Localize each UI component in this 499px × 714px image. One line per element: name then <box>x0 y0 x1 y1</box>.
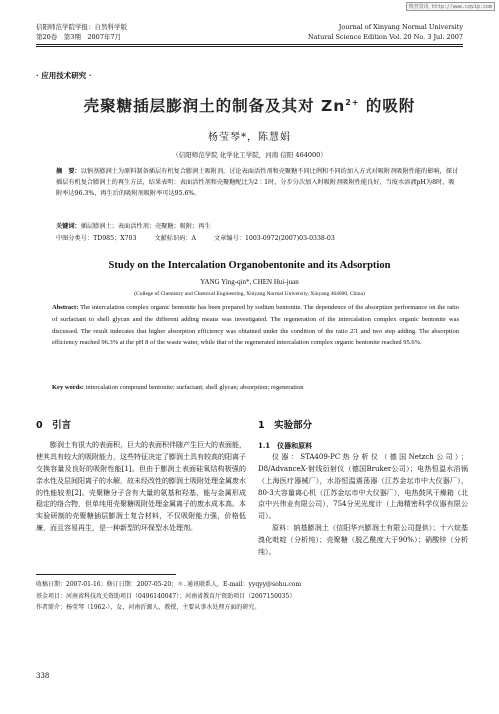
instruments-subheading: 1.1 仪器和原料 <box>258 440 313 450</box>
keywords-cn <box>56 221 459 232</box>
abstract-cn-text: 以钠基膨润土为原料制备插层有机复合膨润土吸附剂，讨论表面活性剂和壳聚糖不同比例和不同的加入方式对吸附剂吸附性能的影响，探讨插层有机复合膨润土的再生方法，结果表明：表面活性剂和壳聚糖配比为2∶1时，分步分次加入时吸附剂吸附性能良好，当废水溶液pH为8时，吸附率达96.3%，再生后的吸附剂吸附率可达95.6%。 <box>56 168 459 197</box>
materials-text: 原料：钠基膨润土（信阳华兴膨润土有限公司提供）；十六烷基溴化吡啶（分析纯）；壳聚糖（脱乙酰度大于90%）；硝酸锌（分析纯）。 <box>258 524 468 557</box>
footnote-rule <box>36 574 176 575</box>
experiment-heading: 1 实验部分 <box>258 420 313 431</box>
affiliation: （信阳师范学院 化学化工学院，河南 信阳 464000） <box>172 151 327 159</box>
english-abstract <box>52 302 459 349</box>
keywords-cn-label: 关键词： <box>56 223 81 230</box>
article-number: 文章编号：1003-0972(2007)03-0338-03 <box>214 235 335 242</box>
journal-name-en: Journal of Xinyang Normal University <box>338 23 463 31</box>
introduction-text: 膨润土有很大的表面积，巨大的表面积伴随产生巨大的表面能，使其具有较大的吸附能力，这些特征决定了膨润土具有较高的阳离子交换容量及良好的吸附性能[1]。但由于膨润土表面硅氧结构极强的亲水性及层间阳离子的水解，故未经改性的膨润土吸附处理金属废水的性能较差[2]。壳聚糖分子含有大量的氨基和羟基，能与金属形成稳定的络合物，但单纯用壳聚糖吸附处理金属离子的废水成本高。本实验研制的壳聚糖插层膨润土复合材料，不仅吸附能力强，价格低廉，而且容易再生，是一种新型的环保型水处理剂。 <box>36 440 246 533</box>
issue-cn: 第20卷 第3期 2007年7月 <box>36 33 122 41</box>
english-keywords <box>52 382 459 394</box>
header-left <box>36 22 236 42</box>
english-keywords-text: intercalation compound bentonite; surfactant; shell glycan; absorption; regeneration <box>85 384 304 391</box>
instruments-text: 仪器：STA409-PC热分析仪（德国Netzch公司）；D8/AdvanceX-射线衍射仪（德国Bruker公司）；电热恒温水浴锅（上海医疗器械厂），水浴恒温震荡器（江苏金坛市中大仪器厂），80-3大容量离心机（江苏金坛市中大仪器厂），电热鼓风干燥箱（北京中兴伟业有限公司），754分光光度计（上海精密科学仪器有限公司）。 <box>258 452 468 521</box>
abstract-cn <box>56 166 459 199</box>
introduction-column <box>36 420 246 535</box>
issue-en: Natural Science Edition Vol. 20 No. 3 Jul. 2007 <box>307 33 463 41</box>
doc-code: 文献标识码：A <box>154 235 197 242</box>
english-abstract-label: Abstract: <box>52 304 79 311</box>
title-main: 壳聚糖插层膨润土的制备及其对 Zn <box>83 97 346 115</box>
header-right <box>233 22 463 42</box>
english-affiliation: (College of Chemistry and Chemical Engineering, Xinyang Normal University, Xinyang 464000, China) <box>134 291 365 297</box>
footnote-fund: 基金项目：河南省科技攻关资助项目（0496140047）；河南省教育厅资助项目（2007150035） <box>36 592 296 600</box>
english-keywords-label: Key words: <box>52 384 84 391</box>
header-rule <box>36 44 463 45</box>
section-tag: · 应用技术研究 · <box>36 71 92 80</box>
journal-name-cn: 信阳师范学院学报：自然科学版 <box>36 23 127 31</box>
header-rule-2 <box>36 46 463 47</box>
abstract-cn-label: 摘 要： <box>56 168 81 175</box>
footnotes <box>36 579 463 614</box>
keywords-cn-text: 插层膨润土；表面活性剂；壳聚糖；吸附；再生 <box>80 223 211 230</box>
classification-ids <box>56 233 459 244</box>
english-authors: YANG Ying-qin*, CHEN Hui-juan <box>200 278 299 286</box>
introduction-heading: 0 引言 <box>36 420 72 431</box>
footnote-bio: 作者简介：杨莹琴（1962-），女，河南沂源人，教授，主要从事水处理方面的研究。 <box>36 604 261 611</box>
watermark-stamp: 维普资讯 http://www.cqvip.com <box>406 2 495 11</box>
title-superscript: 2+ <box>345 97 360 107</box>
english-abstract-text: The intercalation complex organic bentonite has been prepared by sodium bentonite. The dependence of the absorption performance on the ratio of surfactant to shell glycan and the different adding means was investigated. The regeneration of the intercalation complex organic bentonite was discussed. The result indecates that higher absorption efficiency was obtained under the condition of the ratio 2∶1 and two step adding. The absorption efficiency reached 96.3% at the pH 8 of the waste water, while that of the regenerated intercalation complex organic bentonite reached 95.6%. <box>52 304 460 347</box>
english-title: Study on the Intercalation Organobentonite and its Adsorption <box>108 260 391 271</box>
experiment-column <box>258 420 468 559</box>
footnote-received: 收稿日期：2007-01-16；修订日期：2007-05-20；＊. 通讯联系人，E-mail：yyqyy@sohu.com <box>36 581 302 588</box>
authors: 杨莹琴*，陈慧娟 <box>208 132 291 143</box>
paper-title <box>20 94 479 116</box>
clc-number: 中图分类号：TD985；X703 <box>56 235 137 242</box>
title-tail: 的吸附 <box>359 97 416 115</box>
page-number: 338 <box>36 672 50 680</box>
